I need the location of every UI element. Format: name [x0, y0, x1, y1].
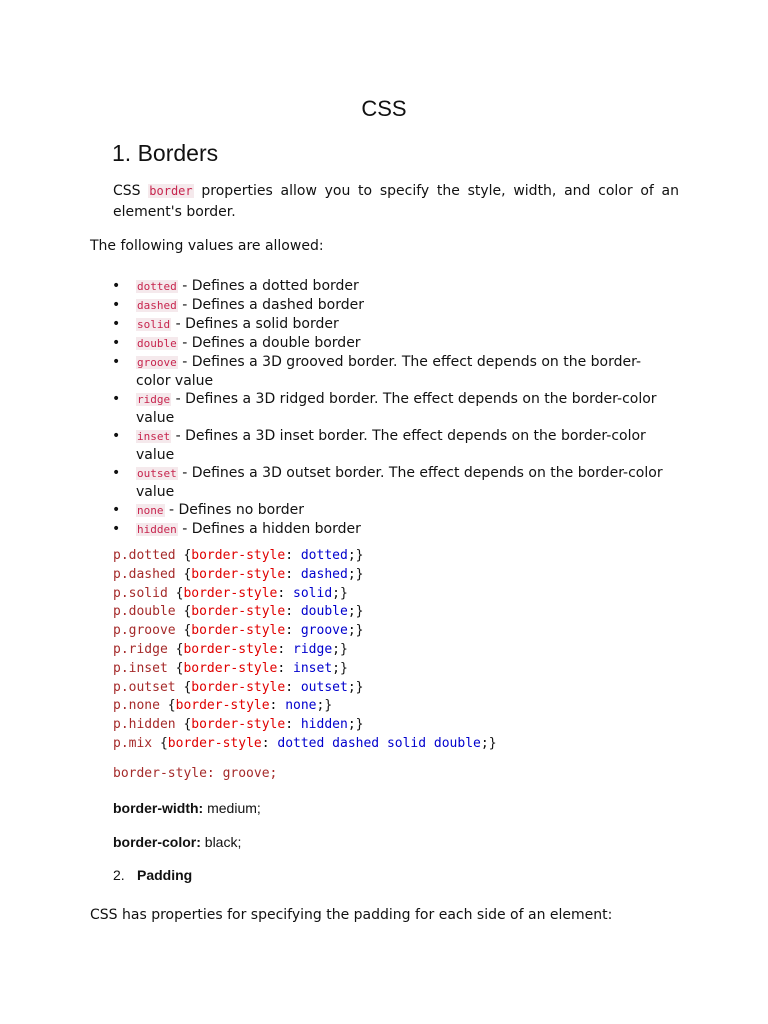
border-color-value: black;	[200, 834, 242, 850]
border-width-label: border-width:	[113, 800, 204, 816]
code-close: ;}	[480, 735, 497, 751]
value-keyword: solid	[137, 318, 171, 331]
code-property: border-style	[191, 548, 286, 563]
value-description: - Defines no border	[164, 502, 305, 518]
value-description: - Defines a double border	[177, 335, 361, 351]
list-item	[112, 353, 672, 390]
code-line	[113, 585, 497, 604]
value-description: - Defines a hidden border	[177, 521, 361, 537]
code-colon: :	[277, 660, 294, 676]
code-colon: :	[285, 679, 301, 695]
value-description: - Defines a 3D inset border. The effect depends on the border-color value	[136, 428, 646, 463]
value-description: - Defines a dotted border	[177, 278, 359, 294]
code-value: solid	[293, 585, 333, 601]
code-close: ;}	[347, 604, 364, 620]
value-keyword: outset	[137, 467, 177, 480]
code-close: ;}	[347, 566, 364, 582]
code-close: ;}	[347, 623, 364, 639]
code-property: border-style	[191, 679, 286, 695]
plain-code-line: border-style: groove;	[113, 766, 278, 781]
section-heading-borders	[112, 140, 218, 167]
section-title: Borders	[137, 140, 219, 166]
code-line	[113, 716, 497, 735]
code-close: ;}	[347, 548, 364, 563]
list-item	[112, 277, 672, 296]
code-colon: :	[261, 735, 278, 751]
value-keyword: dotted	[137, 280, 177, 293]
value-keyword: groove	[137, 356, 177, 369]
list-item	[112, 464, 672, 501]
code-open-brace: {	[167, 585, 184, 601]
borders-intro	[113, 181, 679, 223]
code-selector: p.mix	[113, 735, 153, 751]
code-line	[113, 622, 497, 641]
intro-text-after: properties allow you to specify the style, width, and color of an element's border.	[113, 183, 680, 220]
code-property: border-style	[191, 604, 286, 620]
value-keyword: inset	[137, 430, 171, 443]
padding-text: CSS has properties for specifying the padding for each side of an element:	[90, 907, 613, 923]
code-open-brace: {	[175, 623, 192, 639]
code-close: ;}	[332, 641, 348, 657]
code-property: border-style	[191, 717, 286, 733]
section-number: 1.	[112, 140, 132, 166]
intro-text-before: CSS	[113, 183, 149, 199]
code-selector: p.none	[113, 698, 160, 714]
code-open-brace: {	[159, 698, 176, 714]
code-value: ridge	[293, 641, 333, 657]
code-line	[113, 660, 497, 679]
code-property: border-style	[191, 566, 286, 582]
value-keyword: double	[137, 337, 177, 350]
code-selector: p.solid	[113, 585, 168, 601]
code-close: ;}	[332, 660, 348, 676]
section2-title: Padding	[137, 867, 193, 883]
list-item	[112, 501, 672, 520]
code-open-brace: {	[175, 566, 192, 582]
value-description: - Defines a solid border	[171, 316, 339, 332]
list-item	[112, 296, 672, 315]
css-code-block	[113, 547, 497, 754]
border-color-line	[113, 834, 241, 850]
code-property: border-style	[183, 585, 278, 601]
code-line	[113, 603, 497, 622]
value-keyword: hidden	[137, 523, 177, 536]
code-selector: p.double	[113, 604, 176, 620]
code-property: border-style	[191, 623, 286, 639]
allowed-values-text: The following values are allowed:	[90, 238, 324, 254]
value-description: - Defines a 3D grooved border. The effect depends on the border-color value	[136, 354, 642, 389]
value-keyword: dashed	[137, 299, 177, 312]
code-line	[113, 641, 497, 660]
code-value: dotted	[300, 548, 348, 563]
code-value: none	[285, 698, 317, 714]
code-value: dashed	[300, 566, 348, 582]
code-selector: p.dashed	[113, 566, 176, 582]
code-value: double	[300, 604, 348, 620]
code-colon: :	[269, 698, 286, 714]
code-value: hidden	[300, 717, 348, 733]
list-item	[112, 427, 672, 464]
code-colon: :	[285, 604, 301, 620]
code-colon: :	[285, 566, 301, 582]
code-colon: :	[277, 641, 294, 657]
page-title: CSS	[361, 96, 407, 121]
code-property: border-style	[175, 698, 270, 714]
code-colon: :	[285, 623, 301, 639]
list-item	[112, 520, 672, 539]
code-line	[113, 547, 497, 566]
value-keyword: ridge	[137, 393, 171, 406]
value-description: - Defines a 3D outset border. The effect depends on the border-color value	[136, 465, 663, 500]
section-heading-padding	[113, 867, 192, 883]
code-open-brace: {	[167, 660, 184, 676]
code-value: outset	[300, 679, 348, 695]
border-width-line	[113, 800, 261, 816]
border-width-value: medium;	[203, 800, 261, 816]
code-line	[113, 735, 497, 754]
code-value: inset	[293, 660, 333, 676]
code-colon: :	[285, 717, 301, 733]
code-close: ;}	[347, 717, 364, 733]
list-item	[112, 315, 672, 334]
inline-code-border: border	[149, 184, 193, 198]
value-keyword: none	[137, 504, 164, 517]
border-color-label: border-color:	[113, 834, 201, 850]
code-open-brace: {	[175, 548, 192, 563]
value-description: - Defines a 3D ridged border. The effect depends on the border-color value	[136, 391, 657, 426]
code-value: dotted dashed solid double	[277, 735, 481, 751]
code-close: ;}	[316, 698, 333, 714]
list-item	[112, 334, 672, 353]
code-selector: p.ridge	[113, 641, 168, 657]
code-line	[113, 566, 497, 585]
code-selector: p.dotted	[113, 548, 176, 563]
code-property: border-style	[167, 735, 262, 751]
value-description: - Defines a dashed border	[177, 297, 364, 313]
code-colon: :	[285, 548, 301, 563]
code-line	[113, 679, 497, 698]
code-line	[113, 697, 497, 716]
code-value: groove	[300, 623, 348, 639]
code-open-brace: {	[175, 679, 192, 695]
border-values-list	[112, 277, 672, 539]
code-open-brace: {	[175, 717, 192, 733]
code-colon: :	[277, 585, 294, 601]
list-item	[112, 390, 672, 427]
code-selector: p.groove	[113, 623, 176, 639]
code-property: border-style	[183, 660, 278, 676]
section2-number: 2.	[113, 867, 125, 883]
code-selector: p.inset	[113, 660, 168, 676]
code-selector: p.hidden	[113, 717, 176, 733]
code-close: ;}	[332, 585, 348, 601]
code-open-brace: {	[167, 641, 184, 657]
code-open-brace: {	[175, 604, 192, 620]
code-selector: p.outset	[113, 679, 176, 695]
code-close: ;}	[347, 679, 364, 695]
code-open-brace: {	[152, 735, 168, 751]
code-property: border-style	[183, 641, 278, 657]
